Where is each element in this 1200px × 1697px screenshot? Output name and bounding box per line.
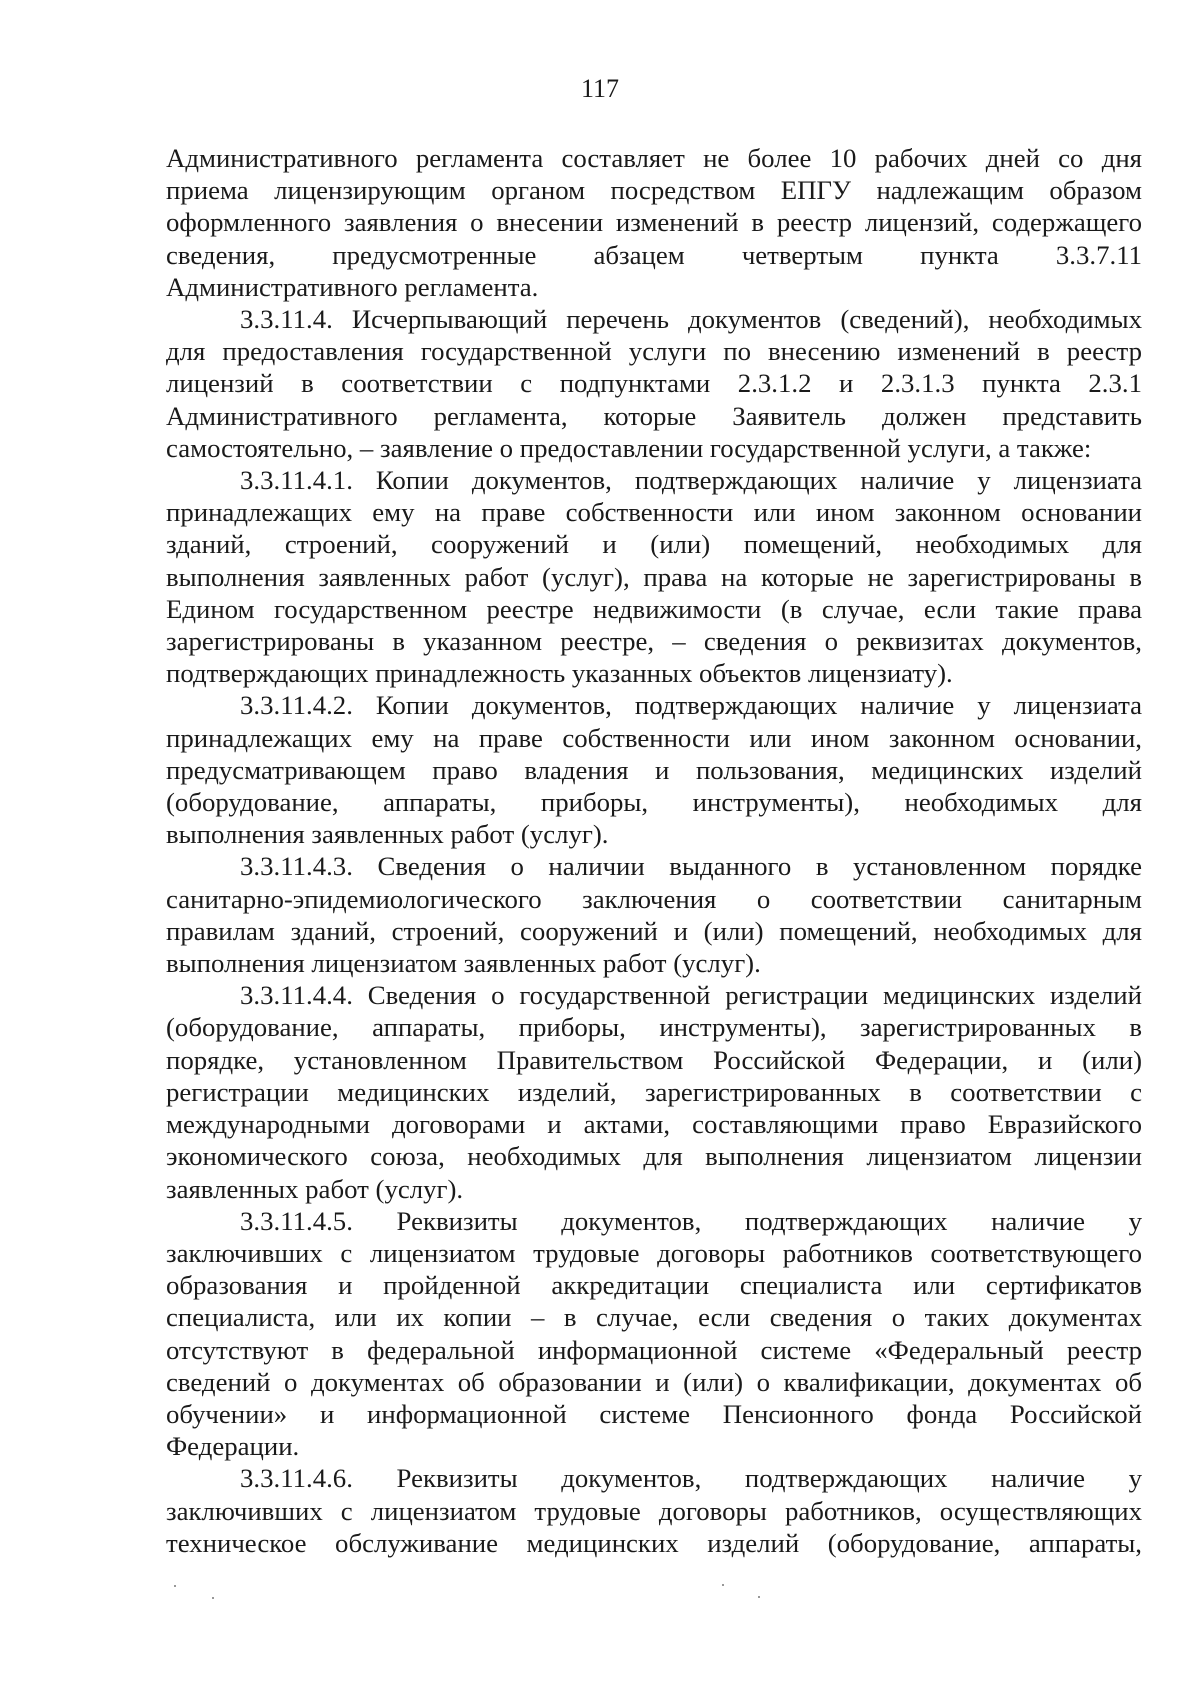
scan-speck [212,1597,214,1599]
text-line: принадлежащих ему на праве собственности или ином законном основании [166,497,1142,528]
text-line: приема лицензирующим органом посредством ЕПГУ надлежащим образом [166,175,1142,206]
text-line: заключивших с лицензиатом трудовые договоры работников соответствующего [166,1237,1142,1268]
scan-speck [758,1596,760,1598]
text-line: порядке, установленном Правительством Российской Федерации, и (или) [166,1044,1142,1075]
text-line: (оборудование, аппараты, приборы, инструменты), зарегистрированных в [166,1012,1142,1043]
text-line: 3.3.11.4.1. Копии документов, подтверждающих наличие у лицензиата [240,465,1142,496]
text-line: заявленных работ (услуг). [166,1173,464,1204]
text-line: 3.3.11.4.2. Копии документов, подтверждающих наличие у лицензиата [240,690,1142,721]
text-line: выполнения заявленных работ (услуг), права на которые не зарегистрированы в [166,561,1142,592]
text-line: 3.3.11.4.5. Реквизиты документов, подтверждающих наличие у [240,1205,1142,1236]
text-line: самостоятельно, – заявление о предоставлении государственной услуги, а также: [166,432,1092,463]
text-line: зданий, строений, сооружений и (или) помещений, необходимых для [166,529,1142,560]
text-line: принадлежащих ему на праве собственности или ином законном основании, [166,722,1142,753]
text-line: обучении» и информационной системе Пенсионного фонда Российской [166,1398,1142,1429]
text-line: (оборудование, аппараты, приборы, инструменты), необходимых для [166,787,1142,818]
text-line: правилам зданий, строений, сооружений и (или) помещений, необходимых для [166,915,1142,946]
text-line: для предоставления государственной услуги по внесению изменений в реестр [166,336,1142,367]
text-line: санитарно-эпидемиологического заключения о соответствии санитарным [166,883,1142,914]
text-line: Едином государственном реестре недвижимости (в случае, если такие права [166,593,1142,624]
text-line: образования и пройденной аккредитации специалиста или сертификатов [166,1270,1142,1301]
text-line: специалиста, или их копии – в случае, если сведения о таких документах [166,1302,1142,1333]
text-line: Административного регламента составляет не более 10 рабочих дней со дня [166,143,1142,173]
text-line: отсутствуют в федеральной информационной системе «Федеральный реестр [166,1334,1142,1365]
page-number: 117 [580,74,620,103]
text-line: международными договорами и актами, составляющими право Евразийского [166,1109,1142,1140]
text-line: 3.3.11.4.6. Реквизиты документов, подтверждающих наличие у [240,1463,1142,1494]
text-line: Административного регламента, которые Заявитель должен представить [166,400,1142,431]
text-line: Административного регламента. [166,271,539,302]
document-text [166,142,1142,1559]
text-line: экономического союза, необходимых для выполнения лицензиатом лицензии [166,1141,1142,1172]
text-line: 3.3.11.4.4. Сведения о государственной регистрации медицинских изделий [240,980,1142,1011]
text-line: выполнения заявленных работ (услуг). [166,819,609,850]
text-line: 3.3.11.4.3. Сведения о наличии выданного в установленном порядке [240,851,1142,882]
text-line: оформленного заявления о внесении изменений в реестр лицензий, содержащего [166,207,1142,238]
text-line: лицензий в соответствии с подпунктами 2.3.1.2 и 2.3.1.3 пункта 2.3.1 [166,368,1142,399]
text-line: выполнения лицензиатом заявленных работ (услуг). [166,948,761,979]
text-line: сведения, предусмотренные абзацем четвертым пункта 3.3.7.11 [166,239,1142,270]
text-line: предусматривающем право владения и пользования, медицинских изделий [166,754,1142,785]
text-line: регистрации медицинских изделий, зарегистрированных в соответствии с [166,1076,1142,1107]
text-line: Федерации. [166,1431,300,1462]
text-line: заключивших с лицензиатом трудовые договоры работников, осуществляющих [166,1495,1142,1526]
text-line: техническое обслуживание медицинских изделий (оборудование, аппараты, [166,1527,1142,1558]
scan-speck [722,1584,724,1586]
text-line: 3.3.11.4. Исчерпывающий перечень документов (сведений), необходимых [240,304,1142,335]
scan-speck [174,1585,176,1587]
text-line: подтверждающих принадлежность указанных объектов лицензиату). [166,658,953,689]
text-line: сведений о документах об образовании и (или) о квалификации, документах об [166,1366,1142,1397]
text-line: зарегистрированы в указанном реестре, – сведения о реквизитах документов, [166,626,1142,657]
